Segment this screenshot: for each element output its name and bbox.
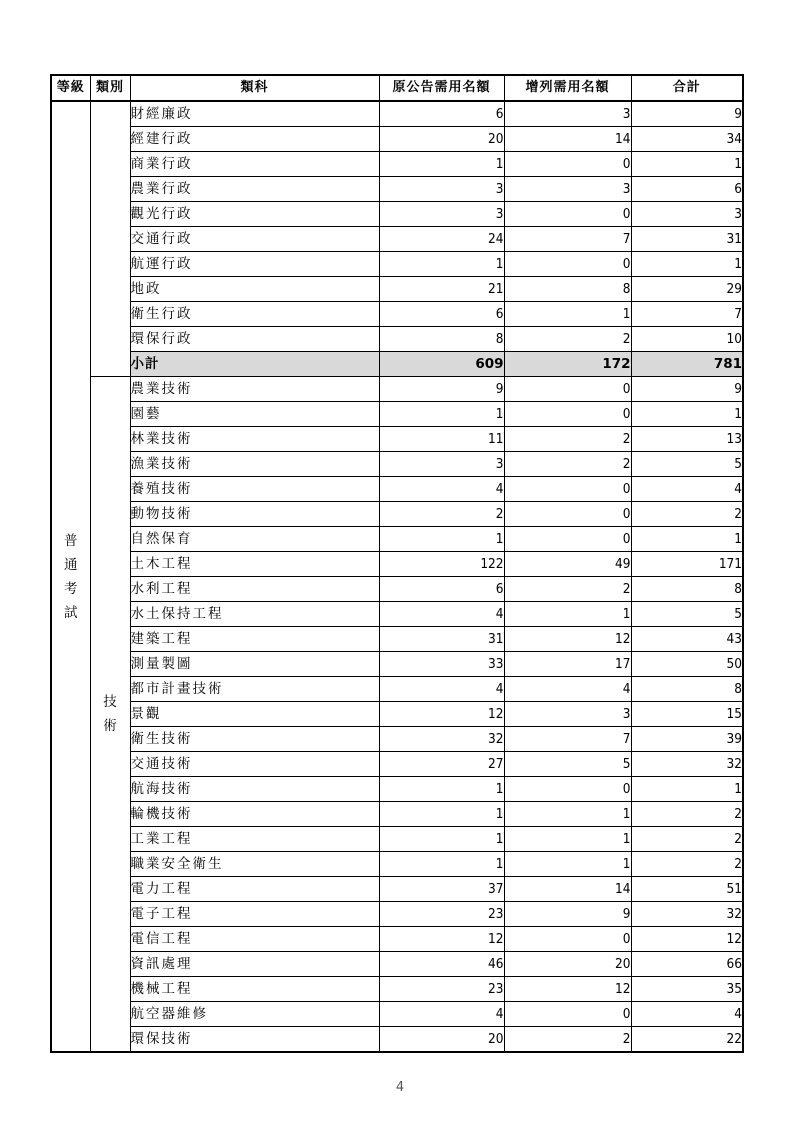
subject-cell: 交通行政 [130, 227, 379, 252]
table-row [51, 577, 743, 602]
subject-cell: 農業行政 [130, 177, 379, 202]
total-cell: 8 [631, 677, 743, 702]
added-quota-cell: 2 [504, 452, 631, 477]
category-char: 術 [103, 718, 117, 734]
subject-cell: 水利工程 [130, 577, 379, 602]
original-quota-cell: 20 [379, 1027, 504, 1053]
added-quota-cell: 4 [504, 677, 631, 702]
total-cell: 43 [631, 627, 743, 652]
added-quota-cell: 0 [504, 477, 631, 502]
total-cell: 781 [631, 352, 743, 377]
header-total: 合計 [631, 75, 743, 101]
added-quota-cell: 1 [504, 852, 631, 877]
subject-cell: 漁業技術 [130, 452, 379, 477]
total-cell: 34 [631, 127, 743, 152]
subject-cell: 商業行政 [130, 152, 379, 177]
subject-cell: 機械工程 [130, 977, 379, 1002]
header-added-quota: 增列需用名額 [504, 75, 631, 101]
original-quota-cell: 1 [379, 827, 504, 852]
table-row [51, 477, 743, 502]
total-cell: 6 [631, 177, 743, 202]
original-quota-cell: 6 [379, 577, 504, 602]
added-quota-cell: 20 [504, 952, 631, 977]
table-row [51, 377, 743, 402]
table-row [51, 652, 743, 677]
table-row [51, 527, 743, 552]
total-cell: 50 [631, 652, 743, 677]
total-cell: 1 [631, 152, 743, 177]
original-quota-cell: 23 [379, 902, 504, 927]
original-quota-cell: 2 [379, 502, 504, 527]
subject-cell: 小計 [130, 352, 379, 377]
total-cell: 32 [631, 902, 743, 927]
total-cell: 1 [631, 777, 743, 802]
added-quota-cell: 3 [504, 177, 631, 202]
added-quota-cell: 0 [504, 402, 631, 427]
total-cell: 5 [631, 452, 743, 477]
subject-cell: 都市計畫技術 [130, 677, 379, 702]
total-cell: 1 [631, 402, 743, 427]
added-quota-cell: 2 [504, 427, 631, 452]
header-category: 類別 [90, 75, 130, 101]
original-quota-cell: 1 [379, 152, 504, 177]
added-quota-cell: 49 [504, 552, 631, 577]
original-quota-cell: 1 [379, 802, 504, 827]
total-cell: 22 [631, 1027, 743, 1053]
added-quota-cell: 2 [504, 1027, 631, 1053]
table-row [51, 877, 743, 902]
total-cell: 31 [631, 227, 743, 252]
added-quota-cell: 3 [504, 702, 631, 727]
added-quota-cell: 8 [504, 277, 631, 302]
original-quota-cell: 12 [379, 927, 504, 952]
total-cell: 51 [631, 877, 743, 902]
category-cell-technical [90, 377, 130, 1053]
table-row [51, 927, 743, 952]
grade-char: 考 [64, 580, 78, 597]
original-quota-cell: 6 [379, 302, 504, 327]
original-quota-cell: 23 [379, 977, 504, 1002]
subject-cell: 養殖技術 [130, 477, 379, 502]
added-quota-cell: 0 [504, 927, 631, 952]
header-row [51, 75, 743, 101]
original-quota-cell: 4 [379, 677, 504, 702]
table-row [51, 752, 743, 777]
total-cell: 5 [631, 602, 743, 627]
subject-cell: 建築工程 [130, 627, 379, 652]
added-quota-cell: 7 [504, 227, 631, 252]
added-quota-cell: 3 [504, 101, 631, 127]
added-quota-cell: 172 [504, 352, 631, 377]
header-grade: 等級 [51, 75, 90, 101]
subject-cell: 航運行政 [130, 252, 379, 277]
grade-cell [51, 101, 90, 1052]
added-quota-cell: 2 [504, 327, 631, 352]
table-row [51, 777, 743, 802]
table-row [51, 1002, 743, 1027]
added-quota-cell: 12 [504, 627, 631, 652]
original-quota-cell: 33 [379, 652, 504, 677]
subject-cell: 電信工程 [130, 927, 379, 952]
quota-table [50, 74, 744, 1053]
subject-cell: 工業工程 [130, 827, 379, 852]
added-quota-cell: 0 [504, 502, 631, 527]
subject-cell: 水土保持工程 [130, 602, 379, 627]
added-quota-cell: 7 [504, 727, 631, 752]
table-row [51, 101, 743, 127]
added-quota-cell: 17 [504, 652, 631, 677]
table-row [51, 127, 743, 152]
total-cell: 13 [631, 427, 743, 452]
added-quota-cell: 2 [504, 577, 631, 602]
table-body [51, 101, 743, 1052]
table-row [51, 702, 743, 727]
added-quota-cell: 14 [504, 127, 631, 152]
original-quota-cell: 12 [379, 702, 504, 727]
total-cell: 2 [631, 802, 743, 827]
subject-cell: 電子工程 [130, 902, 379, 927]
category-cell-admin [90, 101, 130, 377]
table-row [51, 852, 743, 877]
added-quota-cell: 1 [504, 802, 631, 827]
category-char: 技 [103, 694, 117, 710]
total-cell: 39 [631, 727, 743, 752]
added-quota-cell: 0 [504, 202, 631, 227]
header-subject: 類科 [130, 75, 379, 101]
total-cell: 4 [631, 477, 743, 502]
subject-cell: 景觀 [130, 702, 379, 727]
original-quota-cell: 37 [379, 877, 504, 902]
original-quota-cell: 1 [379, 402, 504, 427]
original-quota-cell: 21 [379, 277, 504, 302]
added-quota-cell: 1 [504, 302, 631, 327]
original-quota-cell: 1 [379, 527, 504, 552]
total-cell: 3 [631, 202, 743, 227]
table-row [51, 227, 743, 252]
original-quota-cell: 1 [379, 852, 504, 877]
original-quota-cell: 3 [379, 452, 504, 477]
table-row [51, 677, 743, 702]
table-row [51, 827, 743, 852]
subject-cell: 環保行政 [130, 327, 379, 352]
grade-char: 試 [64, 604, 78, 621]
subject-cell: 農業技術 [130, 377, 379, 402]
original-quota-cell: 609 [379, 352, 504, 377]
original-quota-cell: 4 [379, 602, 504, 627]
table-row [51, 202, 743, 227]
original-quota-cell: 1 [379, 777, 504, 802]
original-quota-cell: 46 [379, 952, 504, 977]
table-row [51, 627, 743, 652]
table-row [51, 977, 743, 1002]
original-quota-cell: 11 [379, 427, 504, 452]
total-cell: 32 [631, 752, 743, 777]
subject-cell: 職業安全衛生 [130, 852, 379, 877]
added-quota-cell: 1 [504, 827, 631, 852]
subject-cell: 電力工程 [130, 877, 379, 902]
total-cell: 35 [631, 977, 743, 1002]
table-row [51, 552, 743, 577]
added-quota-cell: 0 [504, 1002, 631, 1027]
table-row [51, 177, 743, 202]
original-quota-cell: 1 [379, 252, 504, 277]
table-row [51, 452, 743, 477]
subject-cell: 資訊處理 [130, 952, 379, 977]
original-quota-cell: 9 [379, 377, 504, 402]
table-row [51, 602, 743, 627]
original-quota-cell: 27 [379, 752, 504, 777]
subject-cell: 交通技術 [130, 752, 379, 777]
total-cell: 2 [631, 827, 743, 852]
subject-cell: 地政 [130, 277, 379, 302]
total-cell: 9 [631, 377, 743, 402]
page-number: 4 [395, 1080, 405, 1095]
original-quota-cell: 24 [379, 227, 504, 252]
subtotal-row [51, 352, 743, 377]
original-quota-cell: 8 [379, 327, 504, 352]
added-quota-cell: 12 [504, 977, 631, 1002]
original-quota-cell: 3 [379, 177, 504, 202]
subject-cell: 財經廉政 [130, 101, 379, 127]
total-cell: 66 [631, 952, 743, 977]
table-row [51, 327, 743, 352]
total-cell: 10 [631, 327, 743, 352]
original-quota-cell: 4 [379, 1002, 504, 1027]
subject-cell: 土木工程 [130, 552, 379, 577]
table-header [51, 75, 743, 101]
subject-cell: 衛生行政 [130, 302, 379, 327]
table-row [51, 427, 743, 452]
added-quota-cell: 0 [504, 152, 631, 177]
subject-cell: 動物技術 [130, 502, 379, 527]
table-row [51, 152, 743, 177]
total-cell: 29 [631, 277, 743, 302]
subject-cell: 航海技術 [130, 777, 379, 802]
subject-cell: 觀光行政 [130, 202, 379, 227]
subject-cell: 自然保育 [130, 527, 379, 552]
subject-cell: 環保技術 [130, 1027, 379, 1053]
subject-cell: 航空器維修 [130, 1002, 379, 1027]
total-cell: 171 [631, 552, 743, 577]
original-quota-cell: 122 [379, 552, 504, 577]
table-row [51, 1027, 743, 1053]
original-quota-cell: 4 [379, 477, 504, 502]
original-quota-cell: 31 [379, 627, 504, 652]
table-row [51, 502, 743, 527]
added-quota-cell: 1 [504, 602, 631, 627]
subject-cell: 園藝 [130, 402, 379, 427]
table-row [51, 277, 743, 302]
total-cell: 8 [631, 577, 743, 602]
table-row [51, 902, 743, 927]
header-original-quota: 原公告需用名額 [379, 75, 504, 101]
subject-cell: 衛生技術 [130, 727, 379, 752]
original-quota-cell: 6 [379, 101, 504, 127]
table-row [51, 252, 743, 277]
total-cell: 4 [631, 1002, 743, 1027]
total-cell: 15 [631, 702, 743, 727]
table-row [51, 302, 743, 327]
subject-cell: 輪機技術 [130, 802, 379, 827]
total-cell: 2 [631, 852, 743, 877]
total-cell: 2 [631, 502, 743, 527]
table-row [51, 952, 743, 977]
original-quota-cell: 3 [379, 202, 504, 227]
added-quota-cell: 5 [504, 752, 631, 777]
original-quota-cell: 32 [379, 727, 504, 752]
added-quota-cell: 9 [504, 902, 631, 927]
table-row [51, 727, 743, 752]
subject-cell: 林業技術 [130, 427, 379, 452]
original-quota-cell: 20 [379, 127, 504, 152]
total-cell: 1 [631, 527, 743, 552]
added-quota-cell: 0 [504, 527, 631, 552]
subject-cell: 經建行政 [130, 127, 379, 152]
table-row [51, 402, 743, 427]
table-row [51, 802, 743, 827]
grade-char: 普 [64, 532, 78, 549]
added-quota-cell: 14 [504, 877, 631, 902]
added-quota-cell: 0 [504, 777, 631, 802]
added-quota-cell: 0 [504, 377, 631, 402]
added-quota-cell: 0 [504, 252, 631, 277]
total-cell: 1 [631, 252, 743, 277]
subject-cell: 測量製圖 [130, 652, 379, 677]
total-cell: 12 [631, 927, 743, 952]
total-cell: 9 [631, 101, 743, 127]
total-cell: 7 [631, 302, 743, 327]
grade-char: 通 [64, 556, 78, 573]
